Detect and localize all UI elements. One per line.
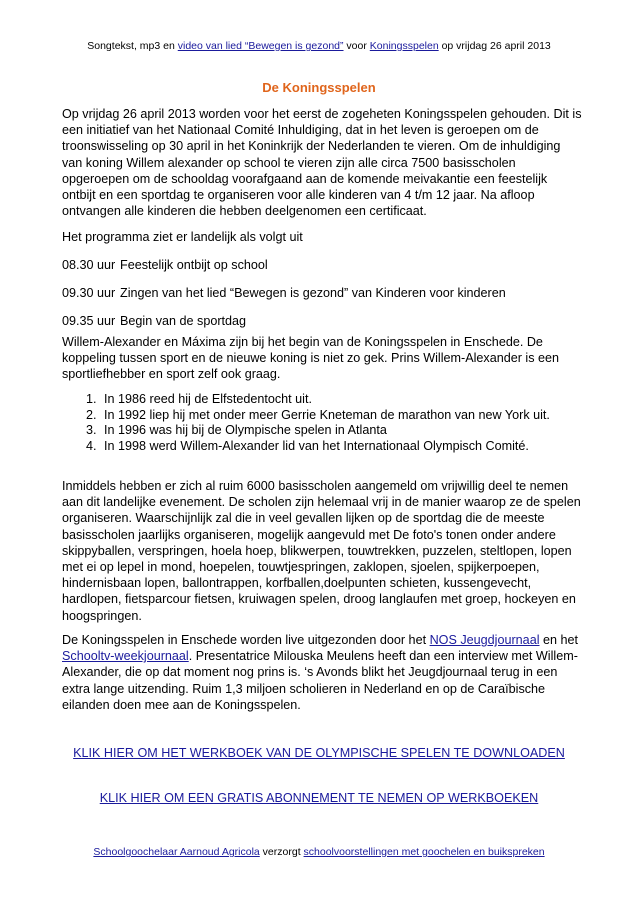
page-title: De Koningsspelen — [262, 80, 376, 95]
koningsspelen-link[interactable]: Koningsspelen — [369, 40, 439, 52]
schedule-time: 09.30 uur — [62, 286, 116, 300]
list-item: 1. In 1986 reed hij de Elfstedentocht uit. — [100, 392, 582, 408]
schedule-desc: Zingen van het lied “Bewegen is gezond” van Kinderen voor kinderen — [120, 286, 506, 300]
video-link[interactable]: video van lied “Bewegen is gezond” — [177, 40, 344, 52]
schoolvoorstellingen-link[interactable]: schoolvoorstellingen met goochelen en buikspreken — [303, 846, 545, 858]
footer-line — [0, 846, 638, 858]
schooltv-link[interactable]: Schooltv-weekjournaal — [62, 649, 189, 664]
broadcast-text: . Presentatrice Milouska Meulens heeft dan een interview met Willem-Alexander, die op dat moment nog prins is. ‘s Avonds blikt het Jeugdjournaal terug in een extra lange uitzending. Ruim 1,3 miljoen scholieren in Nederland en op de Caraïbische eilanden doen mee aan de Koningsspelen. — [62, 649, 578, 712]
schedule-row — [62, 313, 582, 329]
download-link-line — [0, 746, 638, 760]
schools-paragraph: Inmiddels hebben er zich al ruim 6000 basisscholen aangemeld om vrijwillig deel te nemen aan dit landelijke evenement. De scholen zijn helemaal vrij in de manier waarop ze de spelen organiseren. Waarschijnlijk zal die in veel gevallen lijken op de sportdag die de meeste basisscholen jaarlijks organiseren, mogelijk aangevuld met De foto's tonen onder andere skippyballen, verspringen, hoela hoep, blikwerpen, touwtrekken, puzzelen, steltlopen, lopen met ei op lepel in mond, hoepelen, touwtjespringen, zaklopen, sjoelen, spijkerpoepen, hindernisbaan lopen, ballontrappen, korfballen,doelpunten schieten, kussengevecht, hardlopen, fietsparcour fietsen, kruiwagen spelen, droog langlaufen met groep, hockeyen en hoogspringen. — [62, 479, 581, 623]
list-item: 3. In 1996 was hij bij de Olympische spelen in Atlanta — [100, 423, 582, 439]
download-workbook-link[interactable]: KLIK HIER OM HET WERKBOEK VAN DE OLYMPISCHE SPELEN TE DOWNLOADEN — [73, 746, 565, 760]
header-middle: voor — [343, 40, 370, 52]
header-suffix: op vrijdag 26 april 2013 — [438, 40, 551, 52]
schedule-row — [62, 257, 582, 273]
schedule-time: 09.35 uur — [62, 314, 116, 328]
broadcast-text: en het — [539, 633, 579, 647]
schedule-desc: Begin van de sportdag — [120, 314, 247, 328]
header-prefix: Songtekst, mp3 en — [87, 40, 178, 52]
broadcast-paragraph — [62, 632, 582, 713]
list-item: 2. In 1992 liep hij met onder meer Gerrie Kneteman de marathon van new York uit. — [100, 408, 582, 424]
program-intro: Het programma ziet er landelijk als volgt uit — [62, 230, 303, 244]
facts-list — [62, 392, 582, 454]
intro-paragraph: Op vrijdag 26 april 2013 worden voor het eerst de zogeheten Koningsspelen gehouden. Dit is een initiatief van het Nationaal Comité Inhuldiging, dat in het leven is geroepen om de troonswisseling op 30 april in het Koninkrijk der Nederlanden te vieren. Om de inhuldiging van koning Willem alexander op school te vieren zijn alle circa 7500 basisscholen opgeroepen om de schooldag voorafgaand aan de komende meivakantie een feestelijk ontbijt en een sportdag te organiseren voor alle kinderen van 4 t/m 12 jaar. Na afloop ontvangen alle kinderen die hebben deelgenomen een certificaat. — [62, 107, 582, 219]
list-item: 4. In 1998 werd Willem-Alexander lid van het Internationaal Olympisch Comité. — [100, 439, 582, 455]
schedule-time: 08.30 uur — [62, 258, 116, 272]
schedule-desc: Feestelijk ontbijt op school — [120, 258, 268, 272]
nos-jeugdjournaal-link[interactable]: NOS Jeugdjournaal — [429, 633, 540, 647]
header-line — [0, 40, 638, 52]
enschede-paragraph: Willem-Alexander en Máxima zijn bij het begin van de Koningsspelen in Enschede. De koppeling tussen sport en de nieuwe koning is niet zo gek. Prins Willem-Alexander is een sportliefhebber en sport zelf ook graag. — [62, 335, 560, 382]
broadcast-text: De Koningsspelen in Enschede worden live uitgezonden door het — [62, 633, 430, 647]
subscribe-link-line — [0, 791, 638, 805]
footer-middle: verzorgt — [259, 846, 304, 858]
schedule-row — [62, 285, 582, 301]
goochelaar-link[interactable]: Schoolgoochelaar Aarnoud Agricola — [93, 846, 260, 858]
subscribe-link[interactable]: KLIK HIER OM EEN GRATIS ABONNEMENT TE NEMEN OP WERKBOEKEN — [99, 791, 539, 805]
